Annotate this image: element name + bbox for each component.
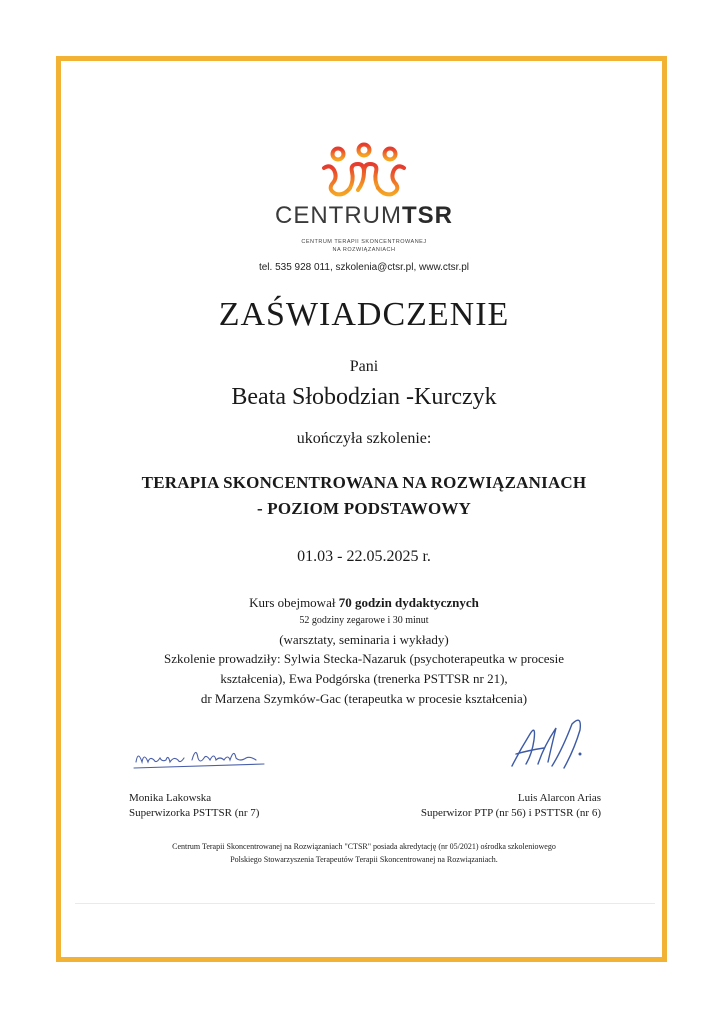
course-title-line1: TERAPIA SKONCENTROWANA NA ROZWIĄZANIACH xyxy=(141,473,587,492)
signature-right-handwriting xyxy=(500,710,590,785)
signature-left-name: Monika Lakowska xyxy=(129,792,212,804)
course-title-line2: - POZIOM PODSTAWOWY xyxy=(256,499,472,518)
signature-left-role: Superwizorka PSTTSR (nr 7) xyxy=(129,807,260,819)
footnote-line1: Centrum Terapii Skoncentrowanej na Rozwiązaniach "CTSR" posiada akredytację (nr 05/2021) ośrodka szkoleniowego xyxy=(172,842,556,851)
instructors-line2: kształcenia), Ewa Podgórska (trenerka PSTTSR nr 21), xyxy=(220,671,508,686)
signature-right-icon xyxy=(500,710,590,780)
footnote-line2: Polskiego Stowarzyszenia Terapeutów Terapii Skoncentrowanej na Rozwiązaniach. xyxy=(230,855,498,864)
instructors-line3: dr Marzena Szymków-Gac (terapeutka w procesie kształcenia) xyxy=(200,691,528,706)
brand-name-bold: TSR xyxy=(402,202,453,229)
course-hours xyxy=(0,595,728,611)
people-logo-icon xyxy=(316,142,412,198)
salutation: Pani xyxy=(349,358,379,375)
signature-right-name: Luis Alarcon Arias xyxy=(517,792,601,804)
clock-hours: 52 godziny zegarowe i 30 minut xyxy=(299,615,429,626)
brand-name-light: CENTRUM xyxy=(275,202,402,229)
brand-subtitle xyxy=(0,238,728,254)
accreditation-footnote xyxy=(0,840,728,866)
instructors xyxy=(0,649,728,709)
brand-subtitle-line1: CENTRUM TERAPII SKONCENTROWANEJ xyxy=(301,239,427,245)
contact-info: tel. 535 928 011, szkolenia@ctsr.pl, www.ctsr.pl xyxy=(258,262,470,273)
bottom-divider xyxy=(75,903,655,904)
course-forms: (warsztaty, seminaria i wykłady) xyxy=(279,632,449,647)
signature-right-role: Superwizor PTP (nr 56) i PSTTSR (nr 6) xyxy=(420,807,601,819)
brand-name xyxy=(0,202,728,230)
course-dates: 01.03 - 22.05.2025 r. xyxy=(297,548,431,565)
signature-left-handwriting xyxy=(130,736,270,781)
recipient-name: Beata Słobodzian -Kurczyk xyxy=(231,384,497,410)
signature-left-icon xyxy=(130,736,270,776)
brand-subtitle-line2: NA ROZWIĄZANIACH xyxy=(332,247,396,253)
hours-prefix: Kurs obejmował xyxy=(249,595,339,610)
signature-left-block xyxy=(129,791,259,821)
hours-bold: 70 godzin dydaktycznych xyxy=(338,595,479,610)
signature-right-block xyxy=(421,791,601,821)
ctsr-logo xyxy=(0,142,728,198)
certificate-title: ZAŚWIADCZENIE xyxy=(218,296,510,333)
course-title xyxy=(0,470,728,522)
instructors-line1: Szkolenie prowadziły: Sylwia Stecka-Nazaruk (psychoterapeutka w procesie xyxy=(164,651,564,666)
completed-text: ukończyła szkolenie: xyxy=(296,430,432,447)
